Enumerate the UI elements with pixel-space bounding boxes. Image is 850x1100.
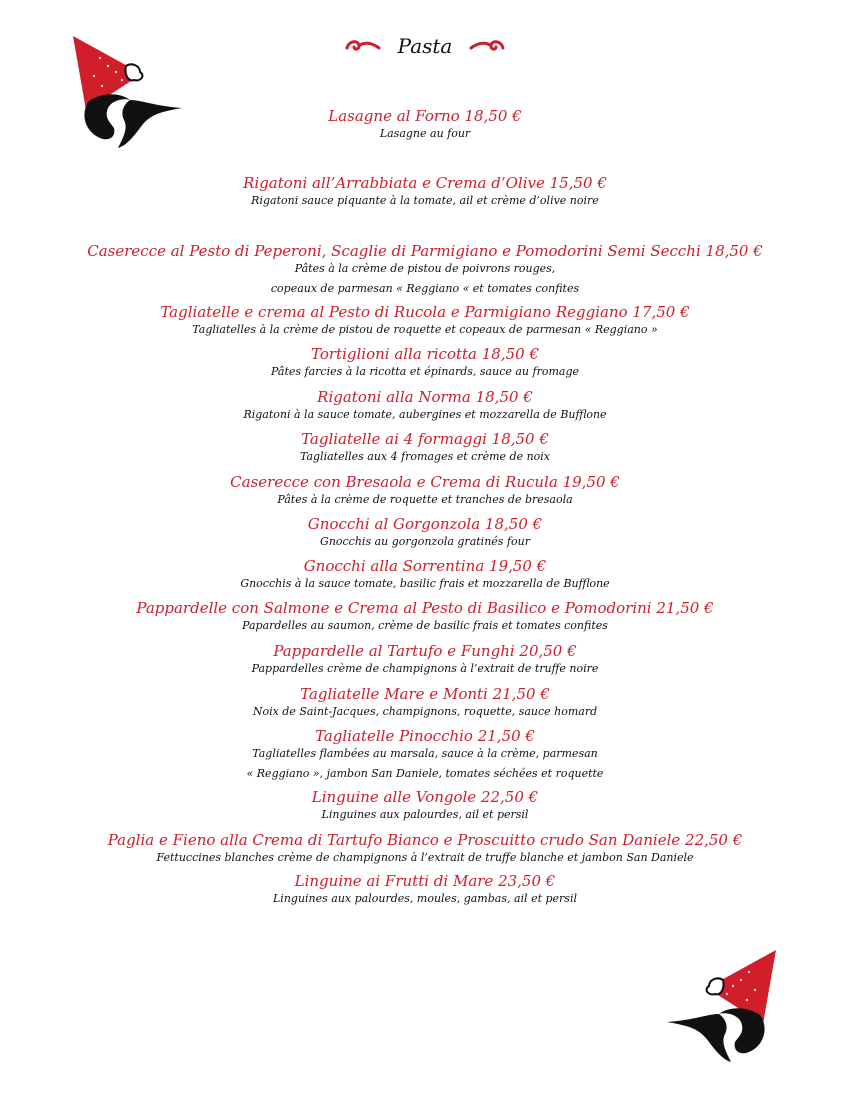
dish-name: Tagliatelle ai 4 formaggi 18,50 € xyxy=(301,430,549,448)
dish-name: Paglia e Fieno alla Crema di Tartufo Bianco e Proscuitto crudo San Daniele 22,50 € xyxy=(107,831,743,849)
menu-item xyxy=(0,685,850,720)
menu-item xyxy=(0,388,850,423)
dish-description: Rigatoni à la sauce tomate, aubergines et mozzarella de Bufflone xyxy=(243,408,607,421)
dish-name: Rigatoni alla Norma 18,50 € xyxy=(317,388,533,406)
dish-name: Caserecce al Pesto di Peperoni, Scaglie di Parmigiano e Pomodorini Semi Secchi 18,50 € xyxy=(87,242,763,260)
dish-description: Fettuccines blanches crème de champignons à l’extrait de truffe blanche et jambon San Daniele xyxy=(156,851,694,864)
dish-description: Lasagne au four xyxy=(379,127,471,140)
menu-item xyxy=(0,345,850,380)
menu-item xyxy=(0,242,850,297)
menu-item xyxy=(0,831,850,866)
hat-bird-mascot-icon xyxy=(664,950,779,1062)
dish-name: Pappardelle al Tartufo e Funghi 20,50 € xyxy=(273,642,577,660)
menu-item xyxy=(0,872,850,907)
menu-item xyxy=(0,515,850,550)
dish-name: Gnocchi al Gorgonzola 18,50 € xyxy=(307,515,543,533)
dish-name: Rigatoni all’Arrabbiata e Crema d’Olive 15,50 € xyxy=(243,174,607,192)
menu-item xyxy=(0,642,850,677)
dish-name: Tortiglioni alla ricotta 18,50 € xyxy=(311,345,539,363)
dish-description: Pâtes farcies à la ricotta et épinards, sauce au fromage xyxy=(271,365,579,378)
dish-description: Noix de Saint-Jacques, champignons, roquette, sauce homard xyxy=(252,705,598,718)
dish-name: Pappardelle con Salmone e Crema al Pesto di Basilico e Pomodorini 21,50 € xyxy=(136,599,714,617)
dish-description: Pappardelles crème de champignons à l’extrait de truffe noire xyxy=(251,662,599,675)
menu-item xyxy=(0,174,850,209)
dish-name: Caserecce con Bresaola e Crema di Rucula 19,50 € xyxy=(230,473,620,491)
menu-item xyxy=(0,430,850,465)
swirl-ornament-icon xyxy=(345,38,381,54)
menu-item xyxy=(0,473,850,508)
dish-name: Gnocchi alla Sorrentina 19,50 € xyxy=(303,557,547,575)
menu-item xyxy=(0,788,850,823)
dish-description: Gnocchis au gorgonzola gratinés four xyxy=(320,535,530,548)
dish-description: Tagliatelles aux 4 fromages et crème de noix xyxy=(299,450,551,463)
dish-name: Tagliatelle e crema al Pesto di Rucola e Parmigiano Reggiano 17,50 € xyxy=(160,303,690,321)
dish-description: Tagliatelles flambées au marsala, sauce à la crème, parmesan xyxy=(252,747,598,760)
dish-description: « Reggiano », jambon San Daniele, tomates séchées et roquette xyxy=(246,767,604,780)
page-title: Pasta xyxy=(397,33,453,58)
dish-name: Linguine alle Vongole 22,50 € xyxy=(311,788,539,806)
dish-description: Pâtes à la crème de roquette et tranches de bresaola xyxy=(277,493,573,506)
dish-name: Tagliatelle Mare e Monti 21,50 € xyxy=(300,685,550,703)
section-header xyxy=(0,32,850,58)
dish-description: Pâtes à la crème de pistou de poivrons rouges, xyxy=(294,262,556,275)
dish-description: Linguines aux palourdes, moules, gambas, ail et persil xyxy=(273,892,577,905)
dish-name: Tagliatelle Pinocchio 21,50 € xyxy=(315,727,535,745)
dish-name: Lasagne al Forno 18,50 € xyxy=(328,107,522,125)
dish-description: Tagliatelles à la crème de pistou de roquette et copeaux de parmesan « Reggiano » xyxy=(192,323,658,336)
menu-item xyxy=(0,557,850,592)
dish-description: copeaux de parmesan « Reggiano « et tomates confites xyxy=(270,282,580,295)
dish-description: Rigatoni sauce piquante à la tomate, ail et crème d’olive noire xyxy=(251,194,599,207)
menu-item xyxy=(0,303,850,338)
menu-item xyxy=(0,599,850,634)
dish-description: Gnocchis à la sauce tomate, basilic frais et mozzarella de Bufflone xyxy=(240,577,610,590)
menu-item xyxy=(0,727,850,782)
dish-name: Linguine ai Frutti di Mare 23,50 € xyxy=(294,872,556,890)
menu-item xyxy=(0,107,850,142)
dish-description: Linguines aux palourdes, ail et persil xyxy=(321,808,529,821)
swirl-ornament-icon xyxy=(469,38,505,54)
dish-description: Papardelles au saumon, crème de basilic frais et tomates confites xyxy=(242,619,608,632)
